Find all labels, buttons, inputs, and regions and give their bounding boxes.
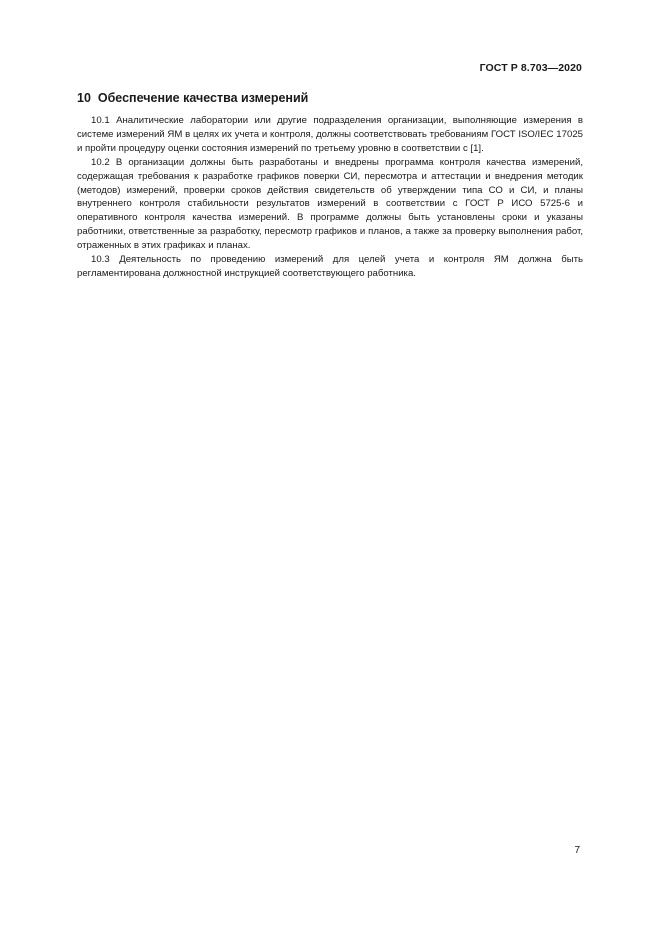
paragraph-text: В организации должны быть разработаны и внедрены программа контроля качества измерений, содержащая требования к разработке графиков поверки СИ, пересмотра и аттестации и внедрения методик (методов) измерений, проверки сроков действия свидетельств об утверждении типа СО и СИ, и планы внутреннего контроля стабильности результатов измерений в соответствии с ГОСТ Р ИСО 5725-6 и оперативного контроля качества измерений. В программе должны быть установлены сроки и указаны работники, ответственные за разработку, пересмотр графиков и планов, а также за проверку выполнения работ, отраженных в этих графиках и планах. [77, 156, 583, 252]
paragraph-10-1 [77, 114, 583, 156]
paragraph-text: Аналитические лаборатории или другие подразделения организации, выполняющие измерения в системе измерений ЯМ в целях их учета и контроля, должны соответствовать требованиям ГОСТ ISO/IEC 17025 и пройти процедуру оценки состояния измерений по третьему уровню в соответствии с [1]. [77, 115, 584, 154]
section-heading [77, 91, 308, 105]
paragraph-10-3 [77, 253, 583, 281]
paragraph-number: 10.2 [91, 156, 110, 168]
section-body [77, 114, 583, 281]
paragraph-10-2 [77, 156, 583, 253]
page-number: 7 [574, 845, 580, 856]
paragraph-number: 10.1 [91, 115, 110, 126]
section-title: Обеспечение качества измерений [97, 91, 309, 105]
document-id: ГОСТ Р 8.703—2020 [479, 62, 582, 74]
section-number: 10 [77, 91, 91, 105]
paragraph-text: Деятельность по проведению измерений для целей учета и контроля ЯМ должна быть регламентирована должностной инструкцией соответствующего работника. [77, 254, 583, 279]
paragraph-number: 10.3 [91, 254, 110, 266]
